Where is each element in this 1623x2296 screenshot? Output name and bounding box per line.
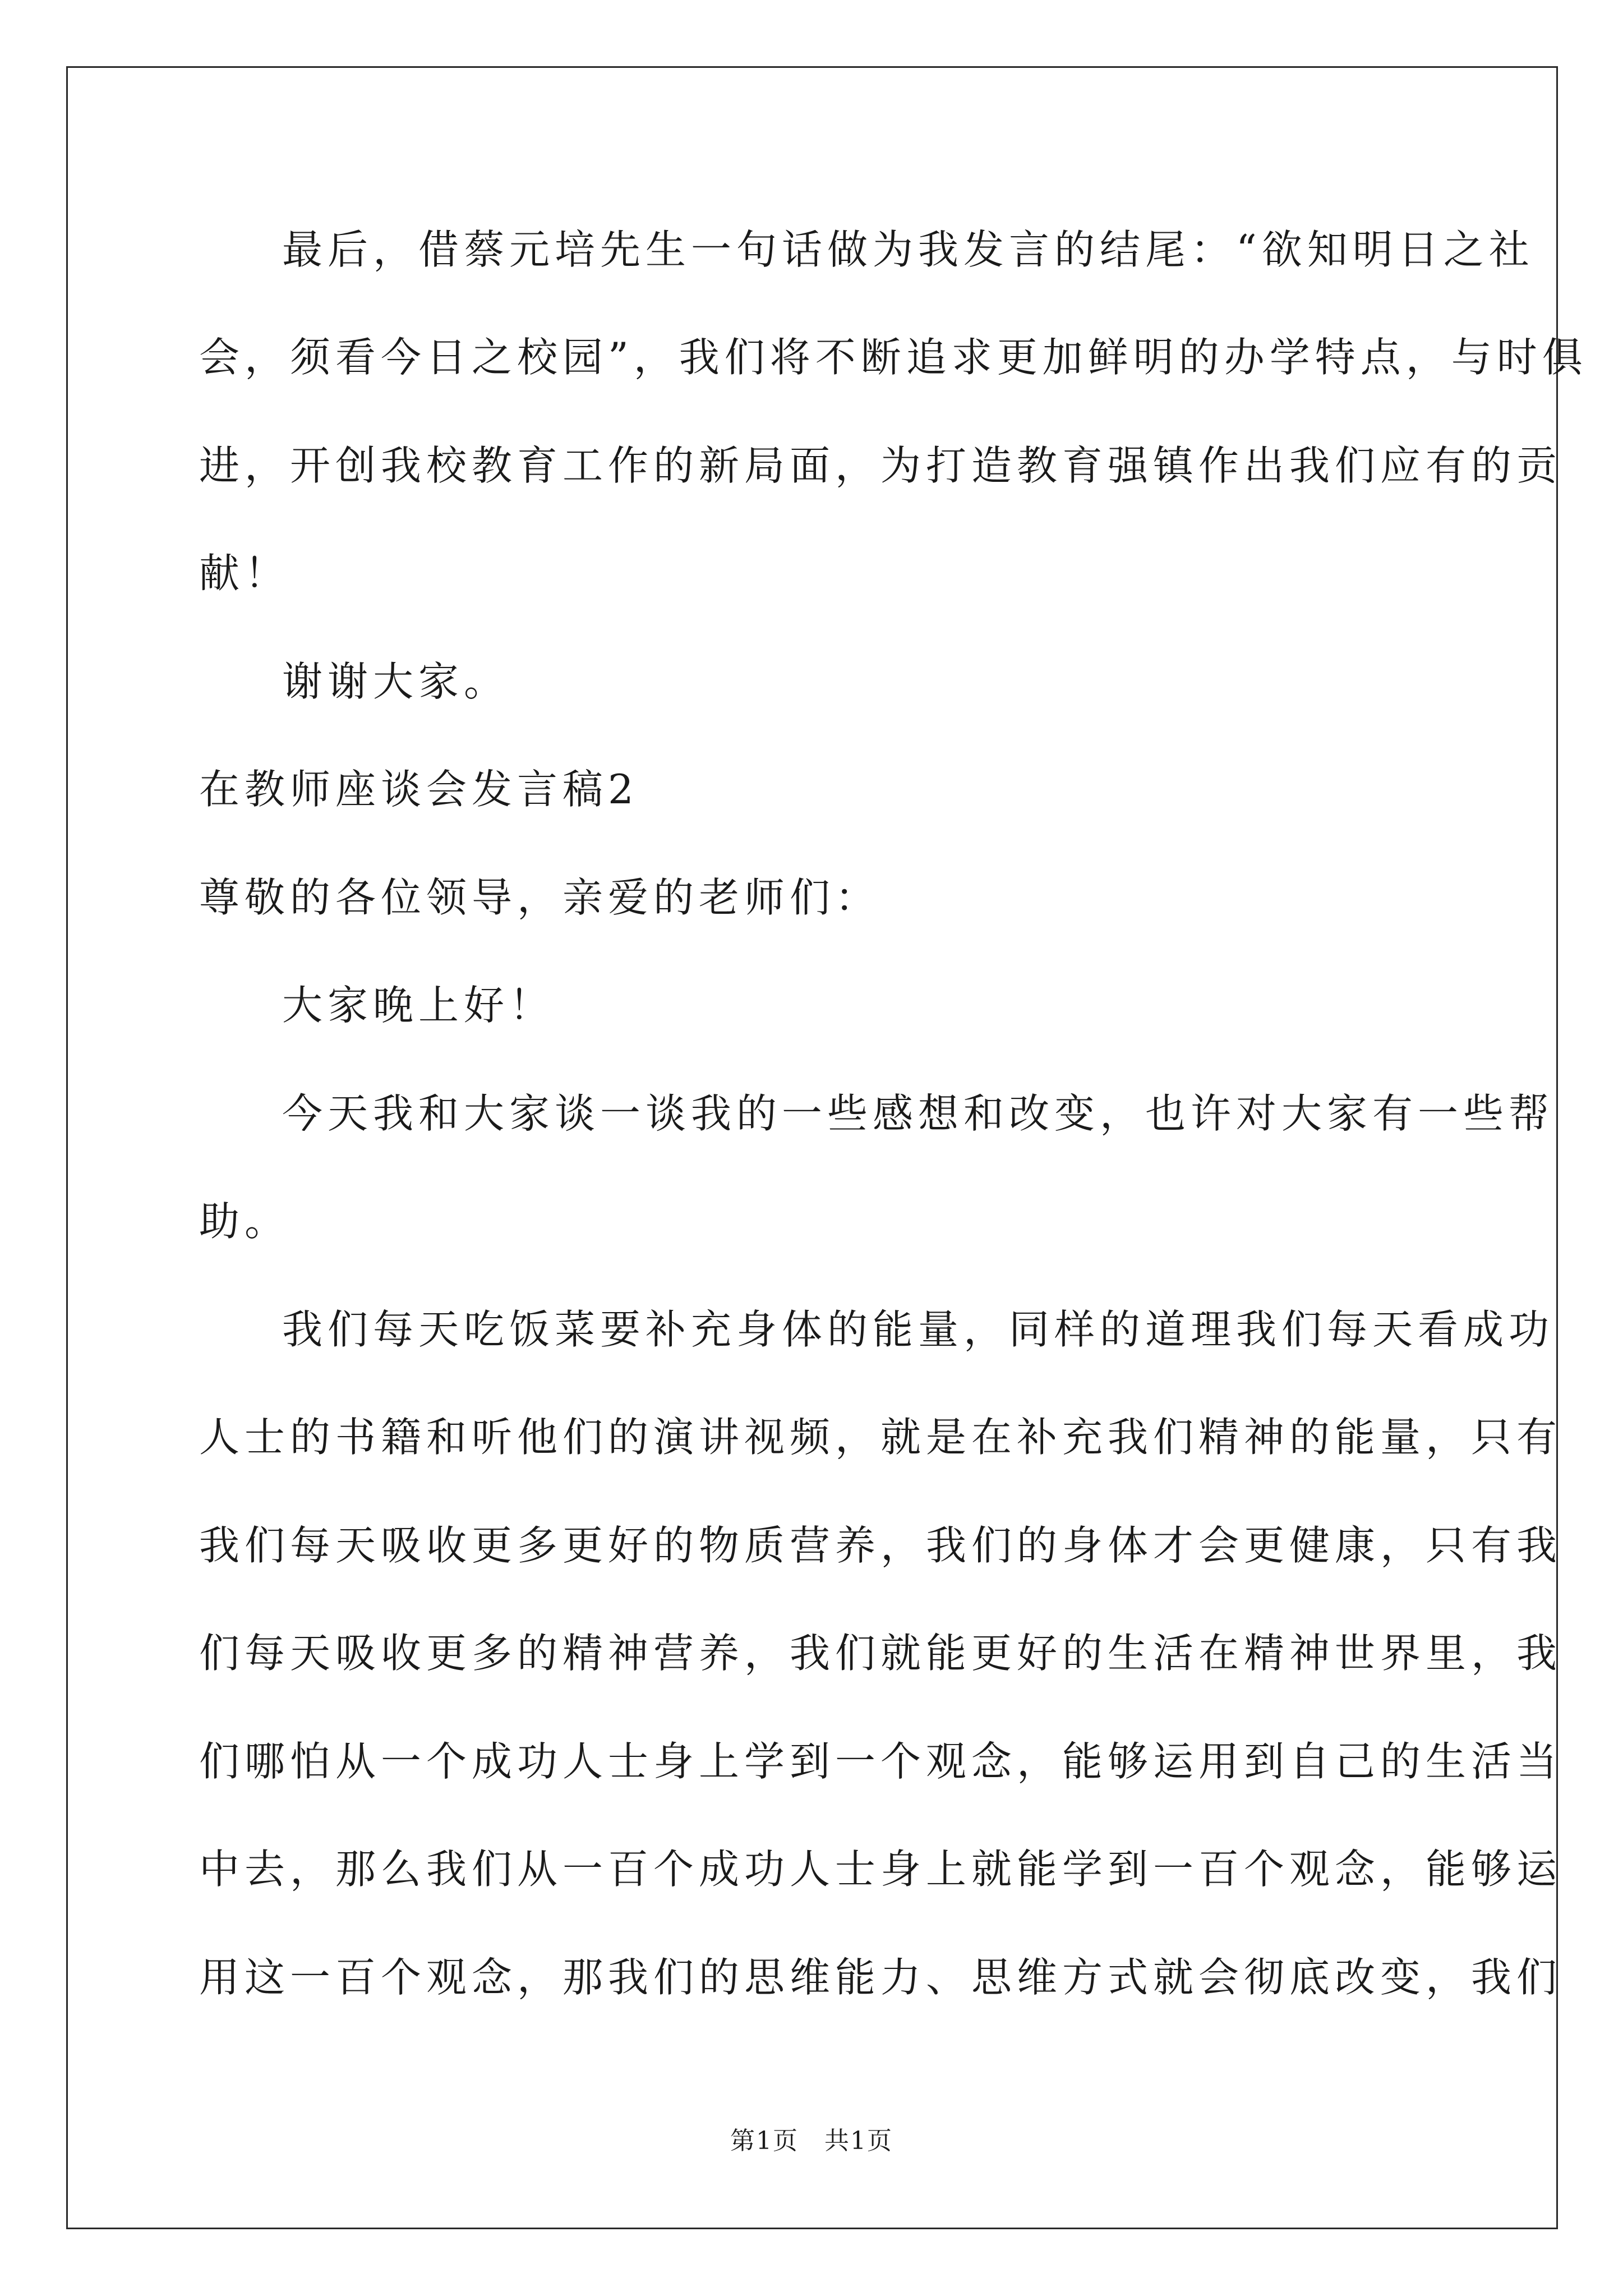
paragraph-line: 我们每天吃饭菜要补充身体的能量，同样的道理我们每天看成功 xyxy=(282,1306,1555,1353)
paragraph-line: 我们每天吸收更多更好的物质营养，我们的身体才会更健康，只有我 xyxy=(199,1522,1562,1569)
greeting: 大家晚上好！ xyxy=(282,982,555,1029)
paragraph-line: 们哪怕从一个成功人士身上学到一个观念，能够运用到自己的生活当 xyxy=(199,1738,1562,1785)
paragraph-line: 助。 xyxy=(199,1198,291,1245)
paragraph-line: 中去，那么我们从一百个成功人士身上就能学到一百个观念，能够运 xyxy=(199,1846,1562,1893)
paragraph-line: 谢谢大家。 xyxy=(282,658,510,705)
paragraph-line: 人士的书籍和听他们的演讲视频，就是在补充我们精神的能量，只有 xyxy=(199,1414,1562,1461)
paragraph-line: 会，须看今日之校园”，我们将不断追求更加鲜明的办学特点，与时俱 xyxy=(199,334,1588,381)
salutation: 尊敬的各位领导，亲爱的老师们： xyxy=(199,874,881,921)
paragraph-line: 用这一百个观念，那我们的思维能力、思维方式就会彻底改变，我们 xyxy=(199,1954,1562,2001)
paragraph-line: 们每天吸收更多的精神营养，我们就能更好的生活在精神世界里，我 xyxy=(199,1630,1562,1677)
page-number-footer: 第1页 共1页 xyxy=(730,2127,893,2155)
paragraph-line: 今天我和大家谈一谈我的一些感想和改变，也许对大家有一些帮 xyxy=(282,1090,1555,1137)
section-heading: 在教师座谈会发言稿2 xyxy=(199,766,639,813)
paragraph-line: 进，开创我校教育工作的新局面，为打造教育强镇作出我们应有的贡 xyxy=(199,442,1562,489)
paragraph-line: 献！ xyxy=(199,550,291,597)
paragraph-line: 最后，借蔡元培先生一句话做为我发言的结尾：“欲知明日之社 xyxy=(282,226,1534,273)
